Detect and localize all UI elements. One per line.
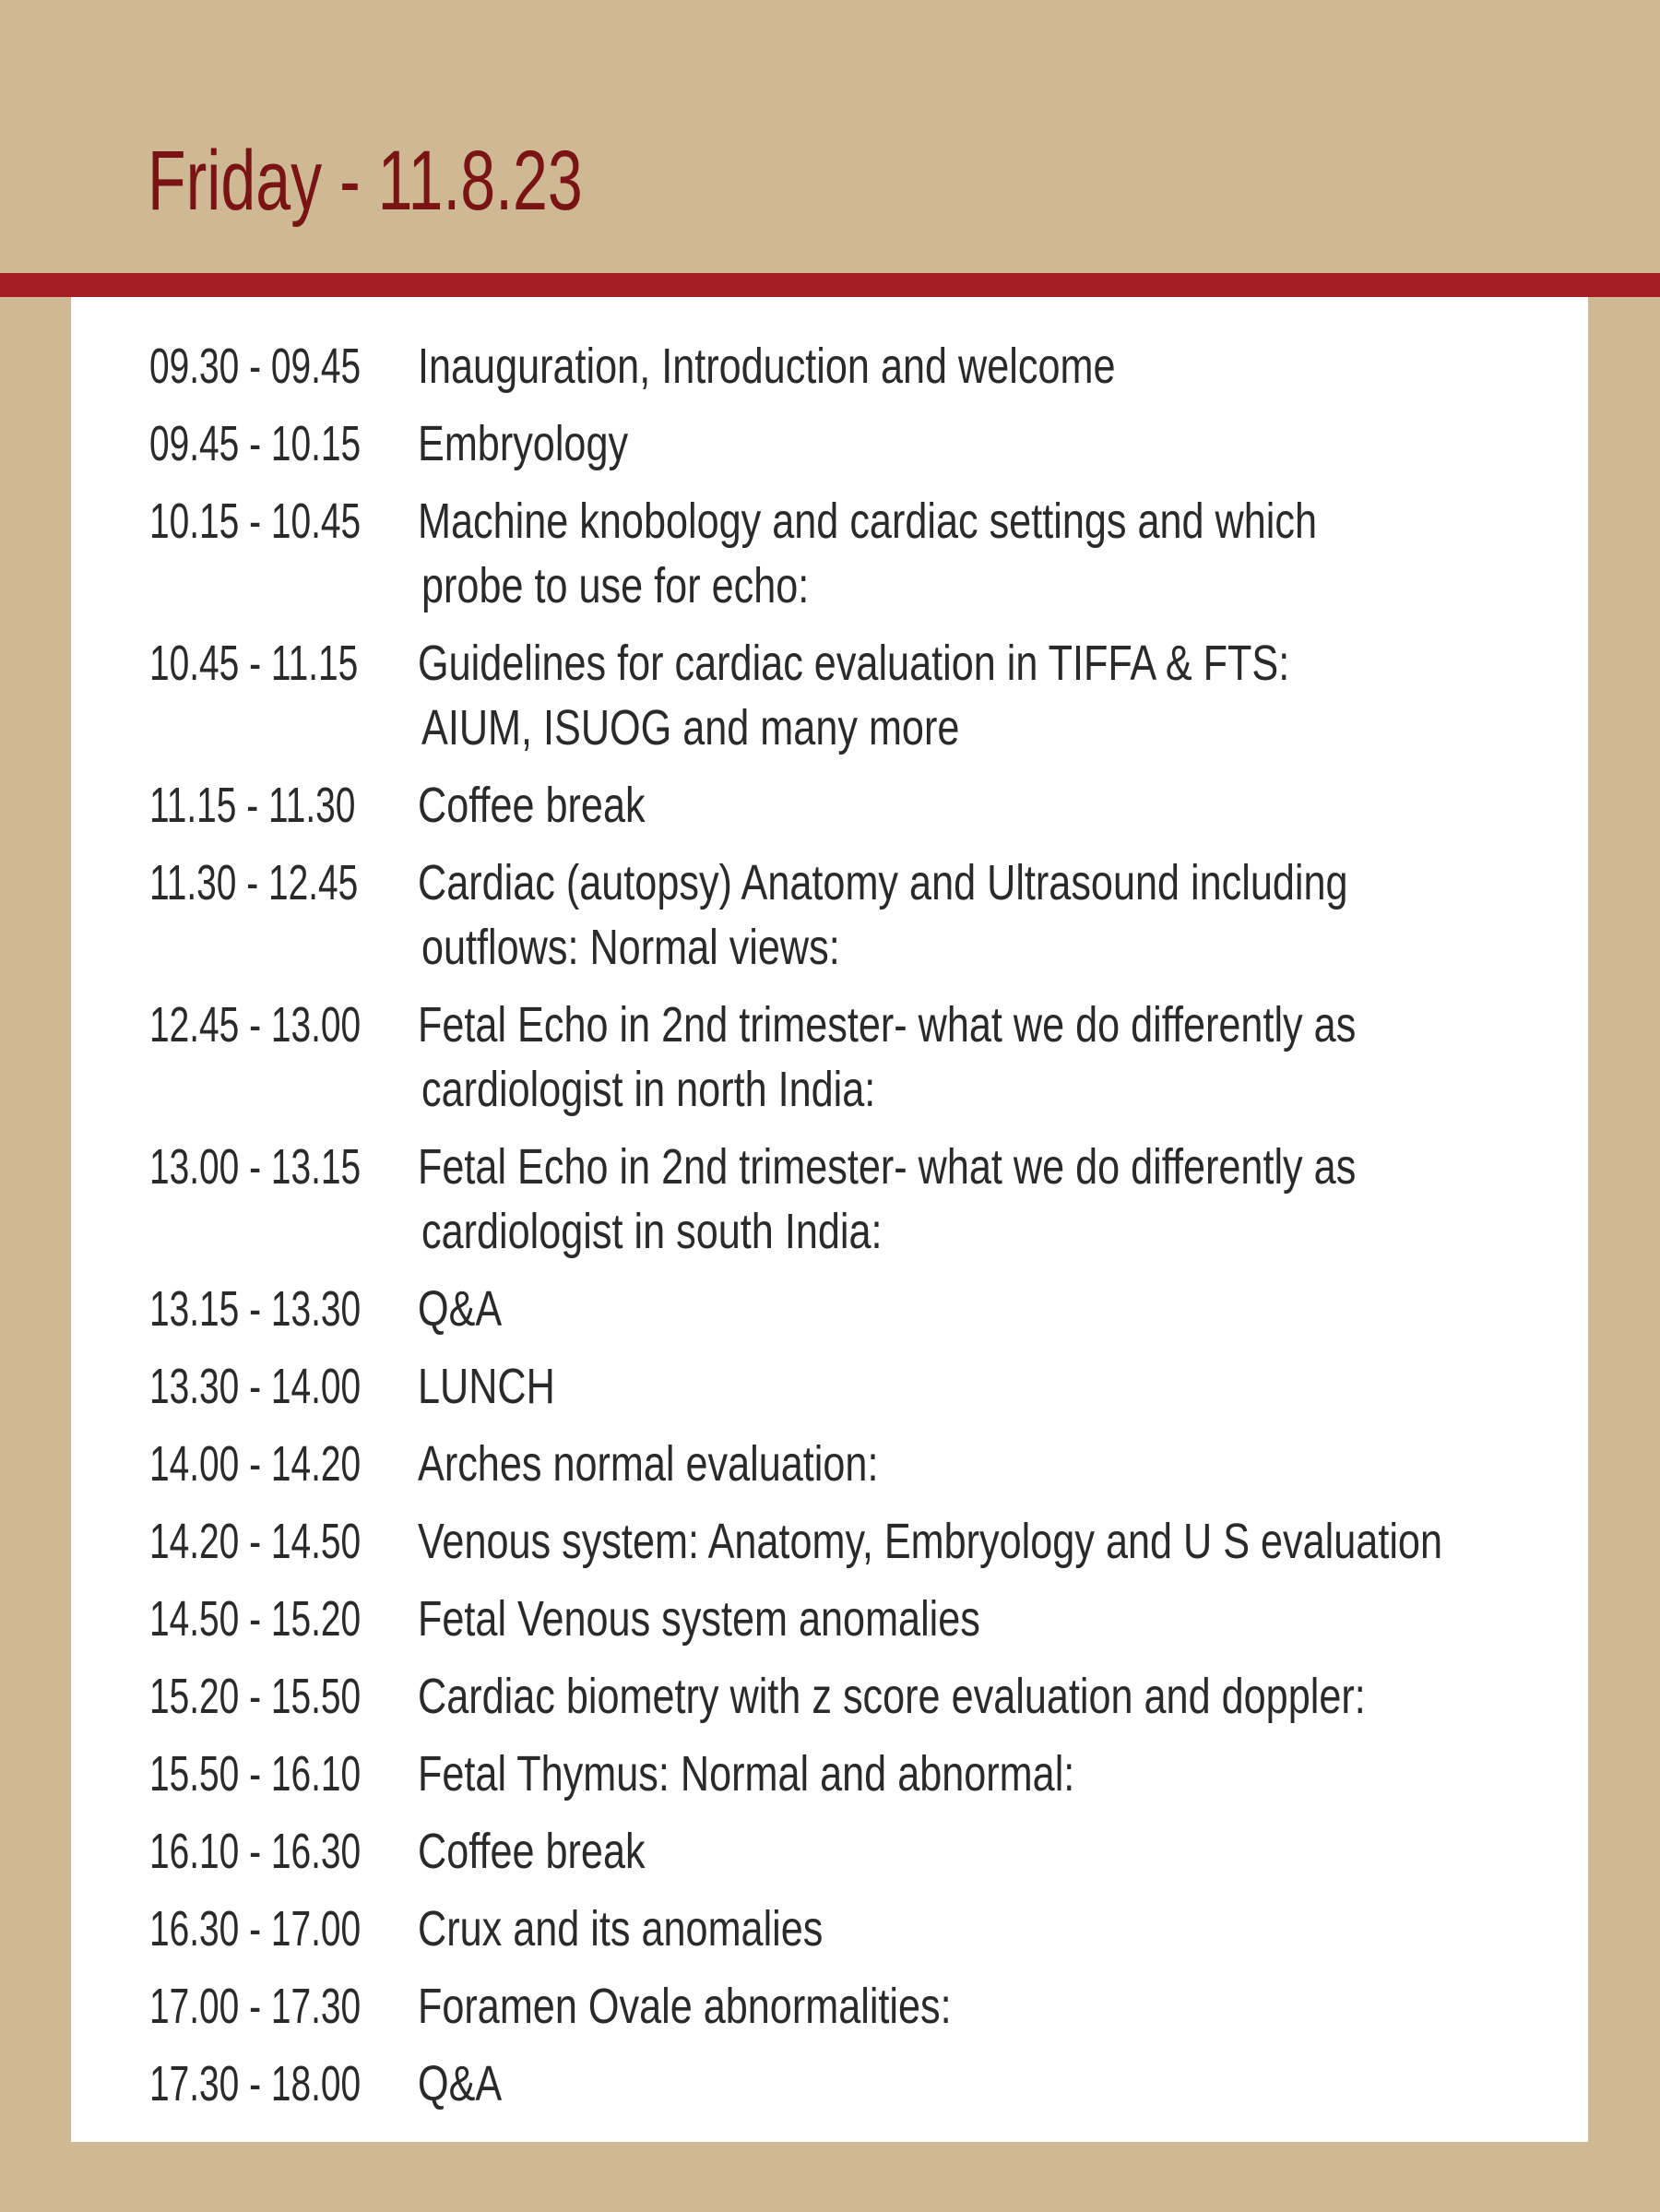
session-title-line: Coffee break bbox=[418, 1824, 646, 1879]
session-time: 14.50 - 15.20 bbox=[149, 1591, 362, 1647]
session-title bbox=[418, 1664, 1366, 1729]
session-title bbox=[418, 489, 1317, 618]
session-title bbox=[418, 993, 1356, 1122]
session-time: 16.30 - 17.00 bbox=[149, 1901, 362, 1956]
page-title: Friday - 11.8.23 bbox=[148, 134, 583, 228]
session-time: 10.45 - 11.15 bbox=[149, 636, 359, 691]
session-title bbox=[418, 1432, 878, 1496]
session-time: 12.45 - 13.00 bbox=[149, 997, 362, 1052]
session-title-line: Fetal Thymus: Normal and abnormal: bbox=[418, 1746, 1075, 1802]
session-time: 17.00 - 17.30 bbox=[149, 1979, 362, 2034]
session-time: 16.10 - 16.30 bbox=[149, 1824, 362, 1879]
session-title bbox=[418, 1509, 1442, 1574]
session-title bbox=[418, 1819, 646, 1884]
session-time: 14.00 - 14.20 bbox=[149, 1436, 362, 1492]
session-title bbox=[418, 2051, 502, 2116]
session-time: 09.30 - 09.45 bbox=[149, 339, 362, 394]
session-time: 13.15 - 13.30 bbox=[149, 1281, 362, 1337]
session-time: 14.20 - 14.50 bbox=[149, 1514, 362, 1569]
session-title-line: Cardiac biometry with z score evaluation and doppler: bbox=[418, 1669, 1366, 1724]
session-title-line: Foramen Ovale abnormalities: bbox=[418, 1979, 952, 2034]
session-title bbox=[418, 334, 1115, 398]
session-title-line: Inauguration, Introduction and welcome bbox=[418, 339, 1116, 394]
session-title-line: Q&A bbox=[418, 2056, 503, 2111]
session-title-line: Fetal Echo in 2nd trimester- what we do differently as bbox=[418, 997, 1357, 1052]
session-title bbox=[418, 411, 628, 476]
session-title-line: Fetal Venous system anomalies bbox=[418, 1591, 980, 1647]
session-title bbox=[418, 1277, 502, 1341]
session-time: 17.30 - 18.00 bbox=[149, 2056, 362, 2111]
session-title bbox=[418, 850, 1348, 980]
session-title bbox=[418, 1587, 980, 1651]
session-title-line: Coffee break bbox=[418, 778, 646, 833]
session-time: 09.45 - 10.15 bbox=[149, 416, 362, 471]
session-title-line: Q&A bbox=[418, 1281, 503, 1337]
session-title-line: cardiologist in north India: bbox=[421, 1062, 876, 1117]
title-divider bbox=[0, 273, 1660, 297]
session-time: 15.20 - 15.50 bbox=[149, 1669, 362, 1724]
session-time: 13.00 - 13.15 bbox=[149, 1139, 362, 1195]
session-title-line: Cardiac (autopsy) Anatomy and Ultrasound including bbox=[418, 855, 1348, 910]
session-title-line: Fetal Echo in 2nd trimester- what we do differently as bbox=[418, 1139, 1357, 1195]
session-title-line: probe to use for echo: bbox=[421, 558, 810, 613]
session-time: 11.15 - 11.30 bbox=[149, 778, 356, 833]
session-time: 11.30 - 12.45 bbox=[149, 855, 359, 910]
session-title-line: Arches normal evaluation: bbox=[418, 1436, 879, 1492]
session-title-line: LUNCH bbox=[418, 1359, 555, 1414]
session-title bbox=[418, 773, 646, 838]
session-title bbox=[418, 1742, 1074, 1806]
session-title-line: Guidelines for cardiac evaluation in TIFFA & FTS: bbox=[418, 636, 1290, 691]
session-title-line: Venous system: Anatomy, Embryology and U S evaluation bbox=[418, 1514, 1442, 1569]
schedule-panel bbox=[71, 297, 1588, 2142]
session-title-line: AIUM, ISUOG and many more bbox=[421, 700, 960, 755]
session-time: 10.15 - 10.45 bbox=[149, 494, 362, 549]
session-title-line: Crux and its anomalies bbox=[418, 1901, 824, 1956]
session-time: 13.30 - 14.00 bbox=[149, 1359, 362, 1414]
session-title-line: cardiologist in south India: bbox=[421, 1204, 883, 1259]
session-title bbox=[418, 1135, 1356, 1264]
session-title bbox=[418, 1974, 952, 2039]
session-title bbox=[418, 631, 1289, 760]
session-time: 15.50 - 16.10 bbox=[149, 1746, 362, 1802]
session-title-line: Machine knobology and cardiac settings and which bbox=[418, 494, 1317, 549]
session-title-line: outflows: Normal views: bbox=[421, 920, 840, 975]
session-title bbox=[418, 1897, 823, 1961]
session-title bbox=[418, 1354, 555, 1419]
session-title-line: Embryology bbox=[418, 416, 629, 471]
